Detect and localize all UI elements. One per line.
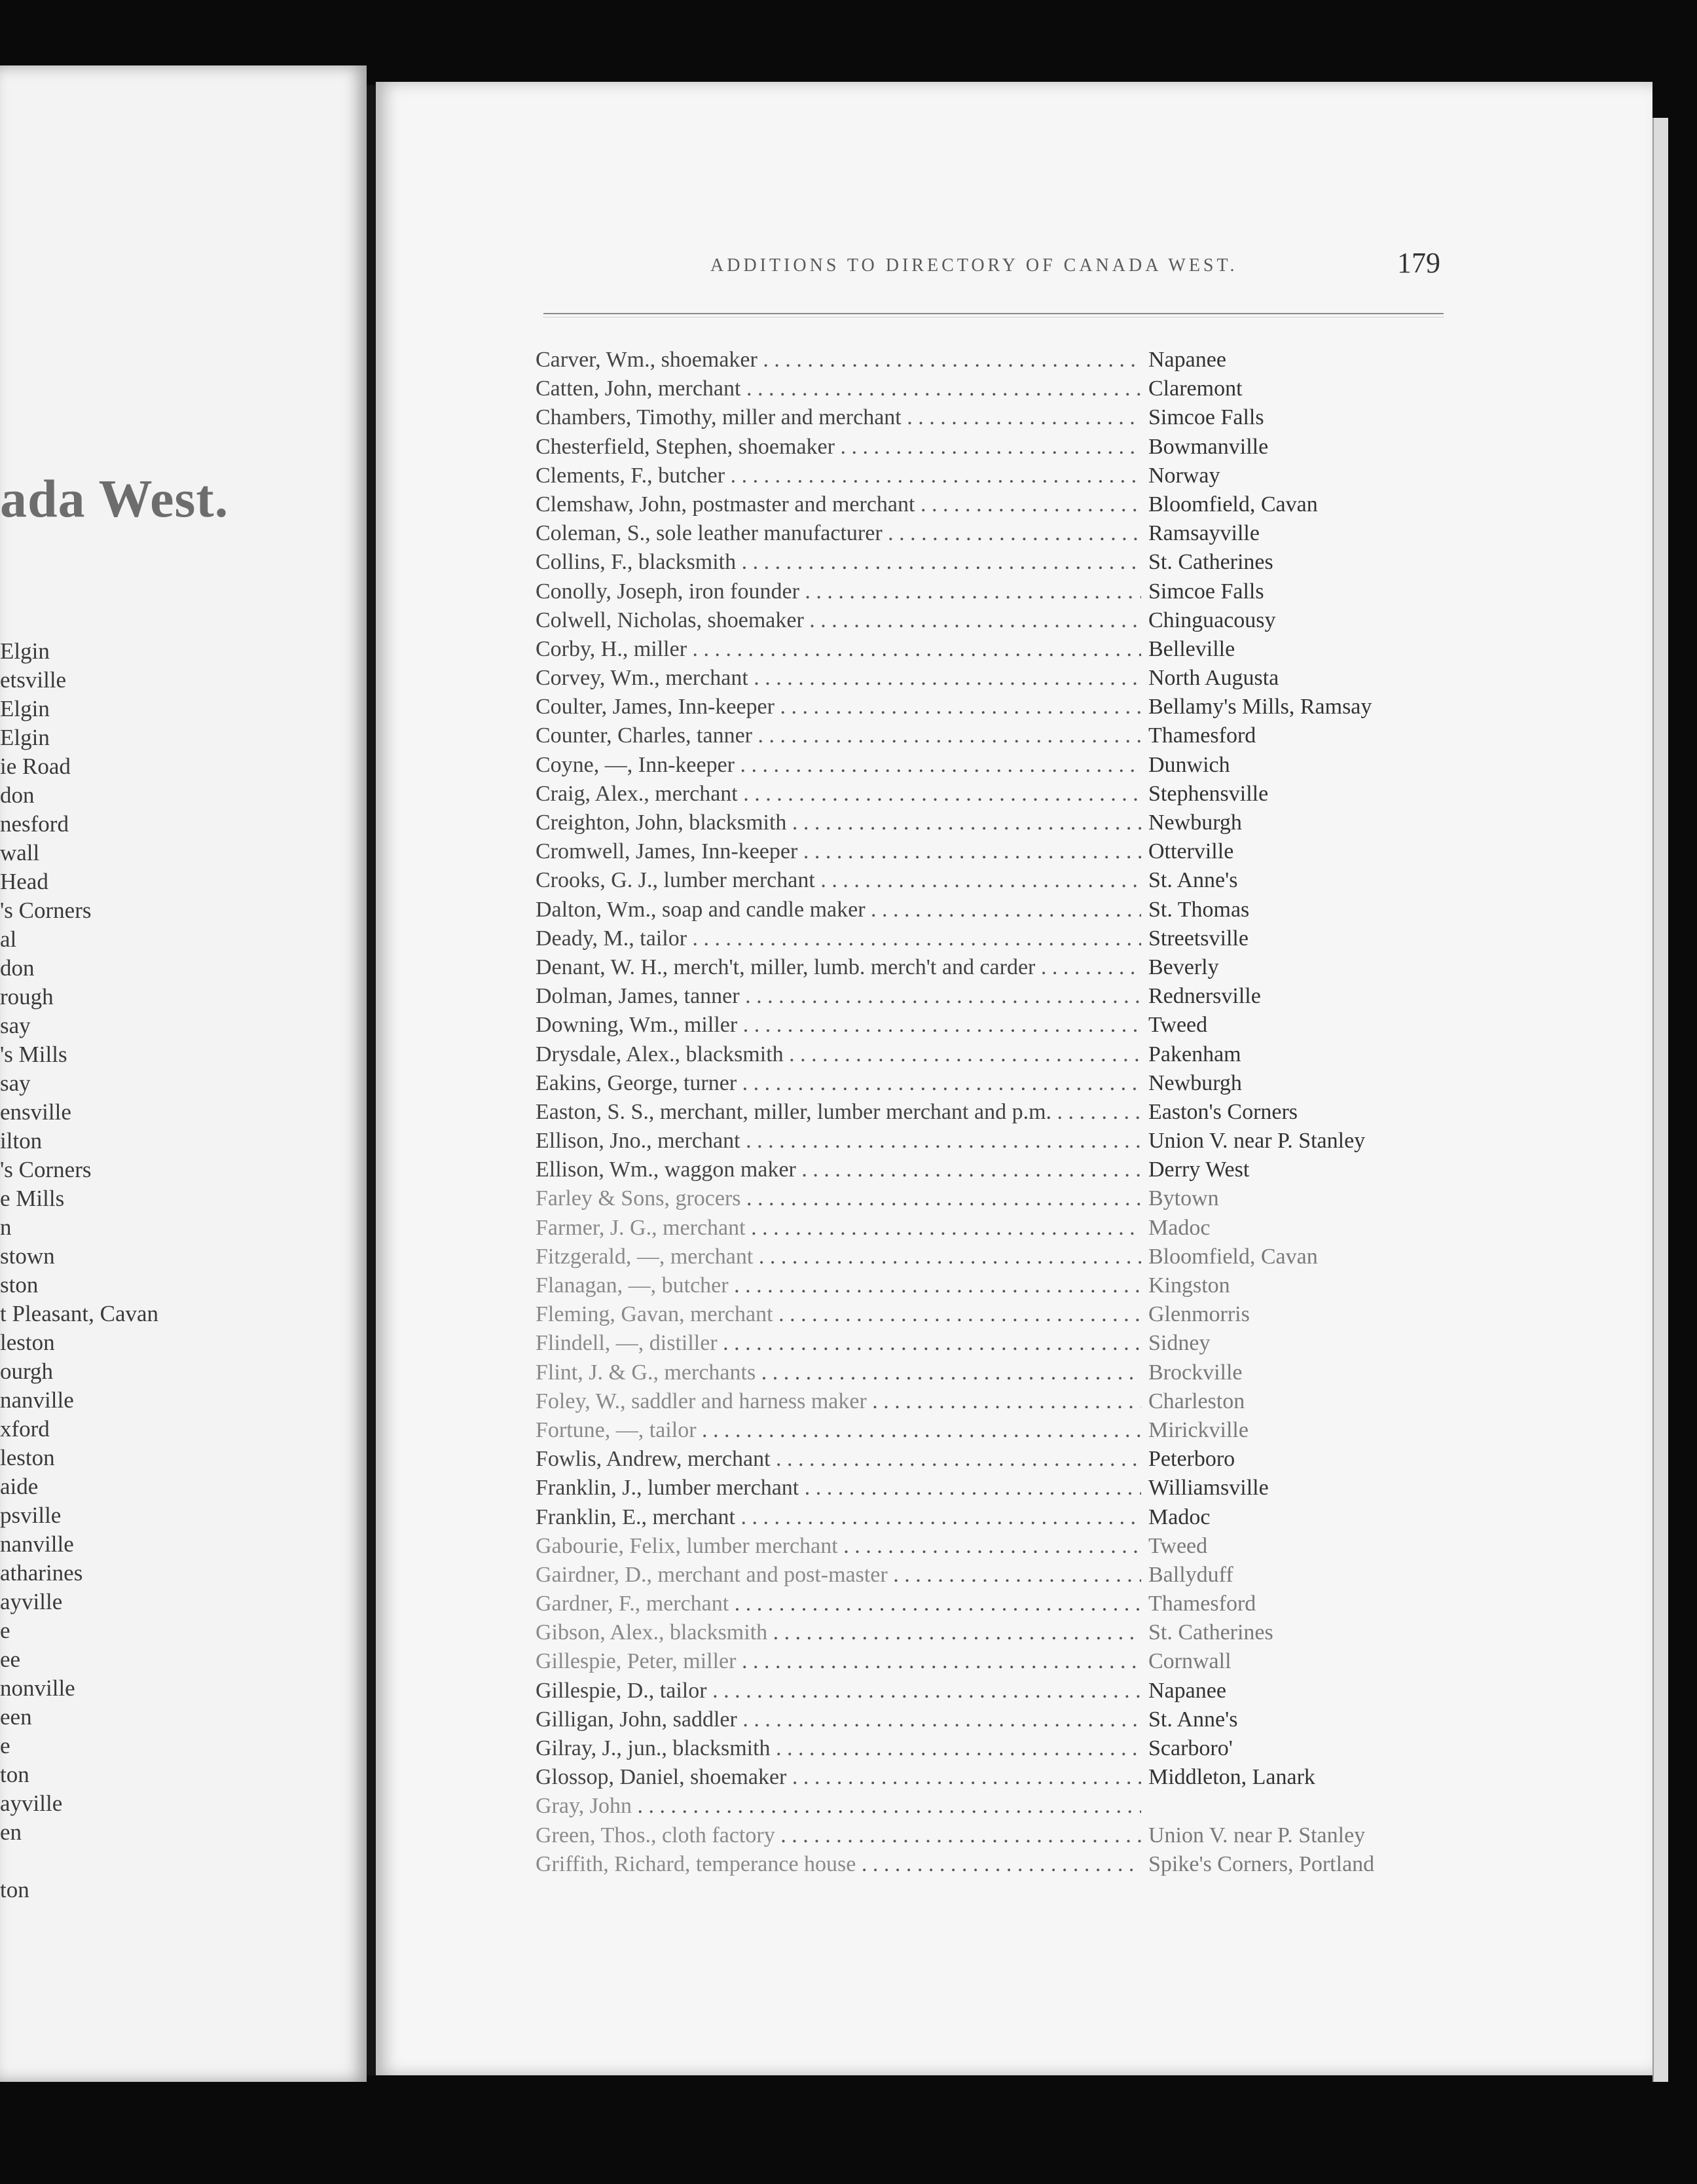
left-page-line: Head xyxy=(0,869,48,894)
left-page-line: leston xyxy=(0,1445,55,1470)
entry-place: Streetsville xyxy=(1148,926,1249,951)
entry-name: Clements, F., butcher . . . xyxy=(536,462,1141,490)
directory-entry xyxy=(536,1532,1452,1561)
left-page-line: al xyxy=(0,926,17,952)
directory-entries xyxy=(536,346,1452,1879)
entry-name: Downing, Wm., miller . . . xyxy=(536,1011,1141,1040)
left-page-line: en xyxy=(0,1819,22,1845)
left-page-line: psville xyxy=(0,1502,62,1528)
entry-place: Charleston xyxy=(1148,1389,1245,1413)
left-page-line: ayville xyxy=(0,1589,63,1614)
left-page-line: Elgin xyxy=(0,725,50,750)
directory-entry xyxy=(536,1387,1452,1416)
directory-entry xyxy=(536,809,1452,837)
left-page-line: ayville xyxy=(0,1791,63,1816)
entry-place: Bytown xyxy=(1148,1186,1219,1211)
entry-place: St. Catherines xyxy=(1148,550,1273,575)
entry-name: Gillespie, D., tailor . . . xyxy=(536,1677,1141,1705)
entry-place: Spike's Corners, Portland xyxy=(1148,1851,1375,1876)
left-page-line: ston xyxy=(0,1272,39,1298)
left-page-line: 's Mills xyxy=(0,1042,67,1067)
entry-place: Derry West xyxy=(1148,1157,1250,1182)
entry-place: North Augusta xyxy=(1148,666,1279,691)
entry-name: Gilligan, John, saddler . . . xyxy=(536,1705,1141,1734)
directory-entry xyxy=(536,1792,1452,1821)
directory-entry xyxy=(536,751,1452,780)
directory-entry xyxy=(536,548,1452,577)
directory-entry xyxy=(536,1474,1452,1502)
directory-entry xyxy=(536,721,1452,750)
left-page-line: ton xyxy=(0,1877,29,1902)
header-rule xyxy=(543,313,1444,318)
left-page-line: aide xyxy=(0,1474,39,1499)
directory-entry xyxy=(536,1705,1452,1734)
directory-entry xyxy=(536,1156,1452,1184)
directory-entry xyxy=(536,577,1452,606)
entry-place: Pakenham xyxy=(1148,1042,1241,1066)
entry-place: Brockville xyxy=(1148,1360,1243,1385)
entry-place: Madoc xyxy=(1148,1215,1211,1240)
directory-entry xyxy=(536,1590,1452,1618)
entry-place: Tweed xyxy=(1148,1533,1208,1558)
entry-name: Fleming, Gavan, merchant . . . xyxy=(536,1300,1141,1329)
directory-entry xyxy=(536,1098,1452,1127)
left-page-line: e xyxy=(0,1618,10,1643)
directory-entry xyxy=(536,1561,1452,1590)
entry-name: Green, Thos., cloth factory . . . xyxy=(536,1821,1141,1850)
left-page-line: xford xyxy=(0,1416,50,1442)
left-page-line: n xyxy=(0,1214,12,1240)
directory-entry xyxy=(536,1647,1452,1676)
entry-name: Gray, John . . . xyxy=(536,1792,1141,1821)
left-page-line: ourgh xyxy=(0,1358,54,1384)
entry-place: Stephensville xyxy=(1148,781,1269,806)
entry-place: Napanee xyxy=(1148,348,1226,372)
directory-entry xyxy=(536,924,1452,953)
entry-name: Franklin, E., merchant . . . xyxy=(536,1503,1141,1532)
entry-place: Easton's Corners xyxy=(1148,1099,1298,1124)
directory-entry xyxy=(536,374,1452,403)
entry-name: Farley & Sons, grocers . . . xyxy=(536,1184,1141,1213)
left-page-line: say xyxy=(0,1013,31,1038)
left-page-line: 's Corners xyxy=(0,898,92,923)
directory-entry xyxy=(536,1677,1452,1705)
left-page-line: t Pleasant, Cavan xyxy=(0,1301,159,1326)
entry-place: Bloomfield, Cavan xyxy=(1148,1244,1318,1269)
entry-name: Drysdale, Alex., blacksmith . . . xyxy=(536,1040,1141,1069)
directory-entry xyxy=(536,1127,1452,1156)
entry-name: Gairdner, D., merchant and post-master . . . xyxy=(536,1561,1141,1590)
directory-entry xyxy=(536,982,1452,1011)
entry-place: Union V. near P. Stanley xyxy=(1148,1823,1366,1847)
directory-entry xyxy=(536,1040,1452,1069)
entry-name: Glossop, Daniel, shoemaker . . . xyxy=(536,1763,1141,1792)
left-page-line xyxy=(0,1847,367,1876)
entry-place: Simcoe Falls xyxy=(1148,579,1264,604)
entry-name: Easton, S. S., merchant, miller, lumber merchant and p.m. . . . xyxy=(536,1098,1141,1127)
entry-place: Belleville xyxy=(1148,636,1235,661)
page-edge xyxy=(1652,118,1668,2082)
directory-entry xyxy=(536,490,1452,519)
running-head: ADDITIONS TO DIRECTORY OF CANADA WEST. xyxy=(710,255,1238,276)
left-page-line: leston xyxy=(0,1330,55,1355)
left-page-line: ensville xyxy=(0,1099,71,1125)
entry-name: Coulter, James, Inn-keeper . . . xyxy=(536,693,1141,721)
directory-entry xyxy=(536,837,1452,866)
directory-entry xyxy=(536,1734,1452,1763)
directory-entry xyxy=(536,403,1452,432)
left-page-line: ilton xyxy=(0,1128,43,1154)
entry-place: Union V. near P. Stanley xyxy=(1148,1129,1366,1154)
entry-place: Beverly xyxy=(1148,955,1219,979)
entry-name: Corvey, Wm., merchant . . . xyxy=(536,664,1141,693)
left-page-line: e Mills xyxy=(0,1186,65,1211)
entry-name: Gillespie, Peter, miller . . . xyxy=(536,1647,1141,1676)
entry-name: Collins, F., blacksmith . . . xyxy=(536,548,1141,577)
entry-place: Kingston xyxy=(1148,1273,1230,1298)
entry-place: Bellamy's Mills, Ramsay xyxy=(1148,695,1372,719)
directory-entry xyxy=(536,346,1452,374)
entry-name: Coyne, —, Inn-keeper . . . xyxy=(536,751,1141,780)
left-page-line: don xyxy=(0,955,35,981)
entry-name: Colwell, Nicholas, shoemaker . . . xyxy=(536,606,1141,635)
entry-place: Norway xyxy=(1148,463,1220,488)
directory-entry xyxy=(536,1329,1452,1358)
entry-name: Conolly, Joseph, iron founder . . . xyxy=(536,577,1141,606)
directory-entry xyxy=(536,1300,1452,1329)
entry-place: Claremont xyxy=(1148,376,1243,401)
entry-name: Deady, M., tailor . . . xyxy=(536,924,1141,953)
directory-entry xyxy=(536,1503,1452,1532)
directory-entry xyxy=(536,1271,1452,1300)
entry-place: St. Anne's xyxy=(1148,1707,1238,1732)
entry-name: Crooks, G. J., lumber merchant . . . xyxy=(536,866,1141,895)
directory-entry xyxy=(536,1184,1452,1213)
entry-name: Coleman, S., sole leather manufacturer . . . xyxy=(536,519,1141,548)
entry-name: Corby, H., miller . . . xyxy=(536,635,1141,664)
entry-name: Flint, J. & G., merchants . . . xyxy=(536,1358,1141,1387)
entry-name: Creighton, John, blacksmith . . . xyxy=(536,809,1141,837)
entry-place: Williamsville xyxy=(1148,1476,1269,1501)
entry-place: Sidney xyxy=(1148,1331,1211,1356)
left-page-line: nanville xyxy=(0,1531,74,1557)
entry-place: Middleton, Lanark xyxy=(1148,1765,1315,1790)
left-page-line: nonville xyxy=(0,1675,75,1701)
left-page-line: say xyxy=(0,1070,31,1096)
entry-name: Cromwell, James, Inn-keeper . . . xyxy=(536,837,1141,866)
entry-place: Ballyduff xyxy=(1148,1562,1233,1587)
entry-name: Dolman, James, tanner . . . xyxy=(536,982,1141,1011)
directory-entry xyxy=(536,433,1452,462)
directory-entry xyxy=(536,1618,1452,1647)
entry-name: Fowlis, Andrew, merchant . . . xyxy=(536,1445,1141,1474)
left-page-line: ton xyxy=(0,1762,29,1787)
left-page xyxy=(0,65,367,2082)
directory-entry xyxy=(536,693,1452,721)
entry-place: St. Catherines xyxy=(1148,1620,1273,1645)
left-page-heading: ada West. xyxy=(0,469,229,528)
entry-place: Bloomfield, Cavan xyxy=(1148,492,1318,517)
entry-place: Chinguacousy xyxy=(1148,608,1276,632)
entry-place: Newburgh xyxy=(1148,1070,1242,1095)
entry-place: Thamesford xyxy=(1148,1592,1256,1616)
directory-entry xyxy=(536,519,1452,548)
left-page-line: stown xyxy=(0,1243,55,1269)
directory-entry xyxy=(536,1069,1452,1098)
entry-place: Mirickville xyxy=(1148,1417,1249,1442)
entry-name: Ellison, Wm., waggon maker . . . xyxy=(536,1156,1141,1184)
directory-entry xyxy=(536,1243,1452,1271)
directory-entry xyxy=(536,896,1452,924)
entry-place: Ramsayville xyxy=(1148,521,1260,546)
directory-entry xyxy=(536,1214,1452,1243)
directory-entry xyxy=(536,780,1452,809)
entry-name: Gabourie, Felix, lumber merchant . . . xyxy=(536,1532,1141,1561)
directory-entry xyxy=(536,1821,1452,1850)
left-page-line: nanville xyxy=(0,1387,74,1413)
entry-place: Otterville xyxy=(1148,839,1234,864)
entry-name: Craig, Alex., merchant . . . xyxy=(536,780,1141,809)
entry-place: Napanee xyxy=(1148,1678,1226,1703)
directory-entry xyxy=(536,866,1452,895)
left-page-line: e xyxy=(0,1733,10,1758)
entry-place: Tweed xyxy=(1148,1013,1208,1038)
left-page-line: Elgin xyxy=(0,638,50,664)
directory-entry xyxy=(536,1358,1452,1387)
entry-name: Foley, W., saddler and harness maker . . . xyxy=(536,1387,1141,1416)
entry-name: Chambers, Timothy, miller and merchant . . . xyxy=(536,403,1141,432)
left-page-line: atharines xyxy=(0,1560,83,1586)
entry-name: Flindell, —, distiller . . . xyxy=(536,1329,1141,1358)
entry-place: St. Thomas xyxy=(1148,897,1250,922)
entry-name: Eakins, George, turner . . . xyxy=(536,1069,1141,1098)
entry-name: Denant, W. H., merch't, miller, lumb. merch't and carder . . . xyxy=(536,953,1141,982)
left-page-line: rough xyxy=(0,984,54,1010)
entry-name: Griffith, Richard, temperance house . . . xyxy=(536,1850,1141,1879)
entry-name: Fitzgerald, —, merchant . . . xyxy=(536,1243,1141,1271)
left-page-line: don xyxy=(0,782,35,808)
entry-place: Thamesford xyxy=(1148,723,1256,748)
left-page-line: etsville xyxy=(0,667,67,693)
directory-entry xyxy=(536,953,1452,982)
directory-entry xyxy=(536,664,1452,693)
entry-name: Flanagan, —, butcher . . . xyxy=(536,1271,1141,1300)
directory-entry xyxy=(536,1850,1452,1879)
entry-name: Dalton, Wm., soap and candle maker . . . xyxy=(536,896,1141,924)
directory-entry xyxy=(536,1416,1452,1445)
entry-name: Chesterfield, Stephen, shoemaker . . . xyxy=(536,433,1141,462)
directory-entry xyxy=(536,462,1452,490)
left-page-line: Elgin xyxy=(0,696,50,721)
directory-entry xyxy=(536,635,1452,664)
page-number: 179 xyxy=(1397,247,1440,279)
left-page-list xyxy=(0,637,367,1904)
entry-place: St. Anne's xyxy=(1148,868,1238,893)
entry-place: Madoc xyxy=(1148,1504,1211,1529)
left-page-line: nesford xyxy=(0,811,69,837)
entry-name: Clemshaw, John, postmaster and merchant . . . xyxy=(536,490,1141,519)
left-page-line: 's Corners xyxy=(0,1157,92,1182)
entry-name: Fortune, —, tailor . . . xyxy=(536,1416,1141,1445)
entry-place: Rednersville xyxy=(1148,984,1261,1009)
entry-name: Catten, John, merchant . . . xyxy=(536,374,1141,403)
entry-place: Scarboro' xyxy=(1148,1736,1233,1760)
entry-place: Bowmanville xyxy=(1148,434,1269,459)
entry-place: Cornwall xyxy=(1148,1649,1232,1674)
left-page-line: ee xyxy=(0,1647,21,1672)
entry-name: Gardner, F., merchant . . . xyxy=(536,1590,1141,1618)
entry-name: Counter, Charles, tanner . . . xyxy=(536,721,1141,750)
entry-name: Carver, Wm., shoemaker . . . xyxy=(536,346,1141,374)
entry-place: Simcoe Falls xyxy=(1148,405,1264,430)
entry-place: Glenmorris xyxy=(1148,1302,1250,1327)
left-page-line: wall xyxy=(0,840,40,865)
entry-place: Newburgh xyxy=(1148,810,1242,835)
directory-entry xyxy=(536,1011,1452,1040)
left-page-line: een xyxy=(0,1704,32,1730)
entry-place: Peterboro xyxy=(1148,1447,1235,1472)
entry-name: Farmer, J. G., merchant . . . xyxy=(536,1214,1141,1243)
directory-entry xyxy=(536,1763,1452,1792)
directory-entry xyxy=(536,606,1452,635)
directory-entry xyxy=(536,1445,1452,1474)
entry-name: Franklin, J., lumber merchant . . . xyxy=(536,1474,1141,1502)
entry-place: Dunwich xyxy=(1148,752,1230,777)
entry-name: Gilray, J., jun., blacksmith . . . xyxy=(536,1734,1141,1763)
entry-name: Ellison, Jno., merchant . . . xyxy=(536,1127,1141,1156)
left-page-line: ie Road xyxy=(0,754,71,779)
entry-name: Gibson, Alex., blacksmith . . . xyxy=(536,1618,1141,1647)
